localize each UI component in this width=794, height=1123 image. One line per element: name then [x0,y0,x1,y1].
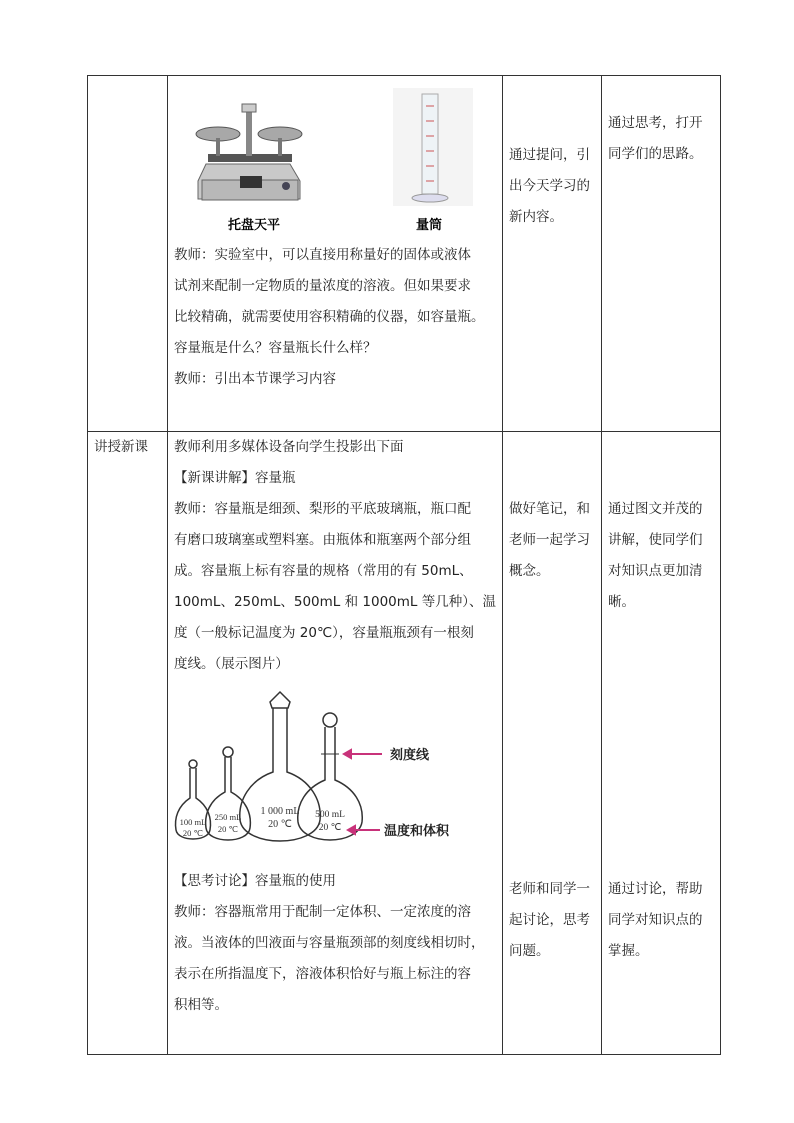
stage-cell-empty [88,76,168,432]
text-line: 通过图文并茂的 [607,501,703,517]
teacher-text [168,240,502,395]
text-line: 度（一般标记温度为 20℃），容量瓶瓶颈有一根刻 [174,625,474,641]
cylinder-caption: 量筒 [416,218,443,233]
equipment-images [168,76,502,236]
text-line: 新内容。 [508,209,563,225]
table-row [88,432,721,1055]
text-line: 度线。（展示图片） [174,656,289,672]
text-line: 通过提问，引 [508,147,590,163]
text-line: 成。容量瓶上标有容量的规格（常用的有 50mL、 [174,563,473,579]
flask-illustration [168,680,488,866]
text-line: 积相等。 [174,997,228,1013]
text-line: 教师：容量瓶是细颈、梨形的平底玻璃瓶，瓶口配 [174,501,471,517]
content-cell [168,76,503,432]
student-activity-cell [502,432,601,1055]
text-line: 晰。 [607,594,635,610]
text-line: 概念。 [508,563,550,579]
text-line: 老师和同学一 [508,881,590,897]
label-temp-volume: 温度和体积 [384,824,450,839]
text-line: 容量瓶是什么？容量瓶长什么样？ [174,340,377,356]
text-line: 同学对知识点的 [607,912,703,928]
text-line: 教师：容器瓶常用于配制一定体积、一定浓度的溶 [174,904,471,920]
text-line: 教师：实验室中，可以直接用称量好的固体或液体 [174,247,471,263]
text-line: 100mL、250mL、500mL 和 1000mL 等几种）、温 [174,594,496,610]
text-line: 通过讨论，帮助 [607,881,703,897]
stage-cell [88,432,168,1055]
text-line: 起讨论，思考 [508,912,590,928]
stage-label: 讲授新课 [94,439,148,455]
flask-temp-label: 20 ℃ [217,824,239,834]
text-line: 教师利用多媒体设备向学生投影出下面 [174,439,404,455]
text-line: 对知识点更加清 [607,563,703,579]
text-line: 做好笔记，和 [508,501,590,517]
student-activity-cell [502,76,601,432]
arrow-head [348,826,355,834]
text-line: 有磨口玻璃塞或塑料塞。由瓶体和瓶塞两个部分组 [174,532,471,548]
flask-volume-label: 500 mL [315,810,345,820]
text-line: 老师一起学习 [508,532,590,548]
balance-image [196,104,302,200]
content-cell [168,432,503,1055]
section-title: 【新课讲解】容量瓶 [174,470,296,486]
text-line: 问题。 [508,943,550,959]
text-line: 出今天学习的 [508,178,590,194]
text-line: 掌握。 [607,943,649,959]
table-row [88,76,721,432]
text-line: 讲解，使同学们 [607,532,703,548]
flask-volume-label: 1 000 mL [260,806,300,817]
text-line: 通过思考，打开 [607,115,703,131]
lesson-plan-table [87,75,721,1055]
text-line: 表示在所指温度下，溶液体积恰好与瓶上标注的容 [174,966,471,982]
label-mark-line: 刻度线 [390,748,430,763]
arrow-head [344,750,351,758]
cylinder-image [393,88,473,206]
text-line: 教师：引出本节课学习内容 [174,371,336,387]
balance-and-cylinder-image [168,76,488,236]
balance-caption: 托盘天平 [228,218,281,233]
flask-volume-label: 100 mL [179,817,207,827]
flask-temp-label: 20 ℃ [182,828,204,838]
design-intent-cell [601,432,720,1055]
text-line: 试剂来配制一定物质的量浓度的溶液。但如果要求 [174,278,471,294]
flask-temp-label: 20 ℃ [268,819,292,830]
volumetric-flask-figure [168,680,502,866]
flask-volume-label: 250 mL [214,812,242,822]
design-intent-cell [601,76,720,432]
flask-500ml [298,713,363,840]
flask-temp-label: 20 ℃ [318,823,342,833]
text-line: 液。当液体的凹液面与容量瓶颈部的刻度线相切时， [174,935,485,951]
text-line: 同学们的思路。 [607,146,703,162]
section-title: 【思考讨论】容量瓶的使用 [174,873,336,889]
text-line: 比较精确，就需要使用容积精确的仪器，如容量瓶。 [174,309,485,325]
